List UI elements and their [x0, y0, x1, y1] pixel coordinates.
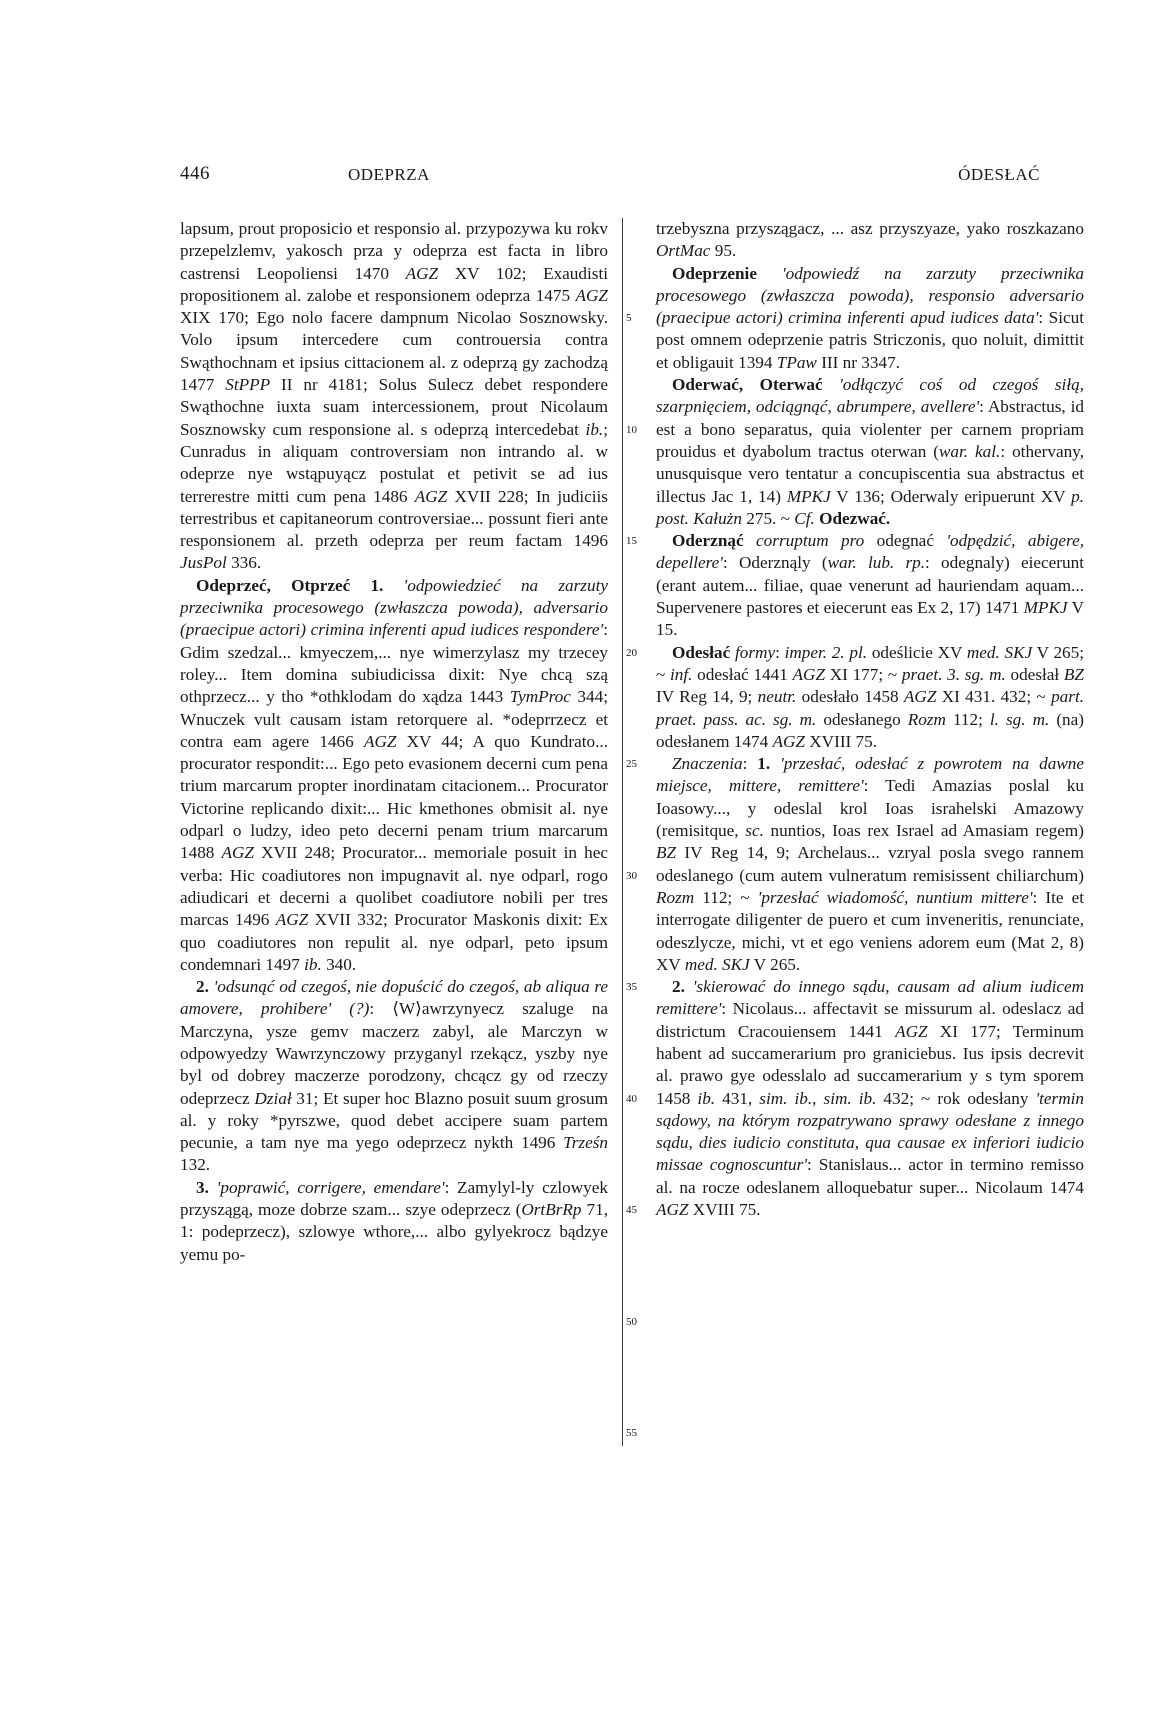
column-divider	[622, 218, 623, 1446]
right-column-paragraph: Odesłać formy: imper. 2. pl. odeślicie XV med. SKJ V 265; ~ inf. odesłać 1441 AGZ XI 177; ~ praet. 3. sg. m. odesłał BZ IV Reg 14, 9; neutr. odesłało 1458 AGZ XI 431. 432; ~ part. praet. pass. ac. sg. m. odesłanego Rozm 112; l. sg. m. (na) odesłanem 1474 AGZ XVIII 75.	[656, 642, 1085, 751]
right-column-paragraph: Oderznąć corruptum pro odegnać 'odpędzić, abigere, depellere': Oderznąly (war. lub. rp.: odegnaly) eiecerunt (erant autem... filiae, quae venerunt ad hauriendam aquam... Supervenere pastores et eiecerunt eas Ex 2, 17) 1471 MPKJ V 15.	[656, 531, 1085, 640]
running-header	[180, 163, 1040, 187]
line-number: 40	[626, 1092, 637, 1105]
right-column	[656, 218, 1084, 1221]
line-number: 15	[626, 535, 637, 548]
left-column-paragraph: Odeprzeć, Otprzeć 1. 'odpowiedzieć na zarzuty przeciwnika procesowego (zwłaszcza powoda), adversario (praecipue actori) crimina inferenti apud iudices respondere': Gdim szedzal... kmyeczem,... nye wimerzylasz my trzecey roley... Item domina subiudicissa dixit: Nye chcą szą othprzecz... y tho *othklodam do xądza 1443 TymProc 344; Wnuczek vult causam istam retorquere al. *odeprrzecz et contra eam agere 1466 AGZ XV 44; A quo Kundrato... procurator respondit:... Ego peto evasionem decerni cum pena trium marcarum propter inordinatam citacionem... Procurator Victorine replicando dixit:... Hic kmethones obmisit al. nye odparl o ludzy, ideo peto decerni penam trium marcarum 1488 AGZ XVII 248; Procurator... memoriale posuit in hec verba: Hic coadiutores non impugnavit al. nye odparl, rogo adiudicari et decerni a quolibet coadiutore nobili per tres marcas 1496 AGZ XVII 332; Procurator Maskonis dixit: Ex quo coadiutores non repulit al. nye odparl, peto ipsum condemnari 1497 ib. 340.	[180, 575, 609, 974]
left-column-paragraph: 2. 'odsunąć od czegoś, nie dopuścić do czegoś, ab aliqua re amovere, prohibere' (?): ⟨W⟩awrzynyecz szaluge na Marczyna, ysze gemv maczerz zabyl, ale Marczyn w odpowyedzy Wawrzynczowy przyganyl rzekącz, yszby nye byl od dobrey maczerze porodzony, chcącz gy od rzeczy odeprzecz Dział 31; Et super hoc Blazno posuit suum grosum al. y roky *pyrszwe, quod debet accipere suam partem pecunie, a tam nye ma yego odeprzecz nykth 1496 Trześn 132.	[180, 977, 608, 1175]
left-column	[180, 218, 608, 1266]
right-column-paragraph: Odeprzenie 'odpowiedź na zarzuty przeciwnika procesowego (zwłaszcza powoda), responsio adversario (praecipue actori) crimina inferenti apud iudices data': Sicut post omnem odeprzenie patris Striczonis, quo noluit, dimittit et obligauit 1394 TPaw III nr 3347.	[656, 263, 1084, 372]
right-running-head: ÓDESŁAĆ	[958, 165, 1040, 184]
right-column-paragraph: 2. 'skierować do innego sądu, causam ad alium iudicem remittere': Nicolaus... affectavit se missurum al. odeslacz ad districtum Cracouiensem 1441 AGZ XI 177; Terminum habent ad succamerarium pro graniciebus. Ius ipsis decrevit al. prawo gye odesslalo ad succamerarium y s tym sporem 1458 ib. 431, sim. ib., sim. ib. 432; ~ rok odesłany 'termin sądowy, na którym rozpatrywano sprawy odesłane z innego sądu, dies iudicio constituta, qua causae ex inferiori iudicio missae cognoscuntur': Stanislaus... actor in termino remisso al. na rocze odeslanem alloquebatur super... Nicolaum 1474 AGZ XVIII 75.	[656, 977, 1085, 1220]
line-number: 45	[626, 1204, 637, 1217]
left-column-paragraph: lapsum, prout proposicio et responsio al. przypozywa ku rokv przepelzlemv, yakosch prza y odeprza est facta in libro castrensi Leopoliensi 1470 AGZ XV 102; Exaudisti propositionem al. zalobe et responsionem odeprza 1475 AGZ XIX 170; Ego nolo facere dampnum Nicolao Sosznowsky. Volo ipsum intercedere cum controuersia contra Swąthochnam et ipsius cittacionem al. z odeprzą gy zachodzą 1477 StPPP II nr 4181; Solus Sulecz debet respondere Swąthochne iuxta suam intercessionem, prout Nicolaum Sosznowsky cum responsione al. s odeprzą intercedebat ib.; Cunradus in aliquam controversiam non intrando al. w odeprze nye wstąpuyącz postulat et petivit se ad ius terrerestre mitti cum pena 1486 AGZ XVII 228; In judiciis terrestribus et capitaneorum controversiae... possunt fieri ante responsionem al. przeth odeprza per reum factam 1496 JusPol 336.	[180, 219, 609, 573]
left-running-head: ODEPRZA	[348, 165, 430, 184]
line-number: 30	[626, 869, 637, 882]
right-column-paragraph: Oderwać, Oterwać 'odłączyć coś od czegoś siłą, szarpnięciem, odciągnąć, abrumpere, avellere': Abstractus, id est a bono separatus, quia violenter per carnem propriam prouidus et dyabolum tractus oterwan (war. kal.: othervany, unusquisque vero tentatur a concupiscentia sua abstractus et illectus Jac 1, 14) MPKJ V 136; Oderwaly eripuerunt XV p. post. Kałużn 275. ~ Cf. Odezwać.	[656, 375, 1085, 528]
line-number: 35	[626, 981, 637, 994]
page-number: 446	[180, 163, 210, 184]
line-number: 55	[626, 1427, 637, 1440]
right-column-paragraph: Znaczenia: 1. 'przesłać, odesłać z powrotem na dawne miejsce, mittere, remittere': Tedi Amazias poslal ku Ioasowy..., y odeslal krol Ioas israhelski Amazowy (remisitque, sc. nuntios, Ioas rex Israel ad Amasiam regem) BZ IV Reg 14, 9; Archelaus... vzryal posla svego rannem odeslanego (cum autem vulneratum remisissent chiliarchum) Rozm 112; ~ 'przesłać wiadomość, nuntium mittere': Ite et interrogate diligenter de puero et cum inveneritis, renunciate, odeszlycze, michi, vt et ego veniens adorem eum (Mat 2, 8) XV med. SKJ V 265.	[656, 754, 1085, 974]
left-column-paragraph: 3. 'poprawić, corrigere, emendare': Zamylyl-ly czlowyek przyszągą, moze dobrze szam... szye odeprzecz (OrtBrRp 71, 1: podeprzecz), szlowye wthore,... albo gylyekrocz bądzye yemu po-	[180, 1177, 609, 1264]
line-number: 20	[626, 646, 637, 659]
line-number: 5	[626, 312, 632, 325]
line-number: 25	[626, 758, 637, 771]
line-number: 50	[626, 1315, 637, 1328]
line-numbers	[626, 218, 650, 1446]
right-column-paragraph: trzebyszna przyszągacz, ... asz przyszyaze, yako roszkazano OrtMac 95.	[656, 219, 1084, 261]
line-number: 10	[626, 423, 637, 436]
